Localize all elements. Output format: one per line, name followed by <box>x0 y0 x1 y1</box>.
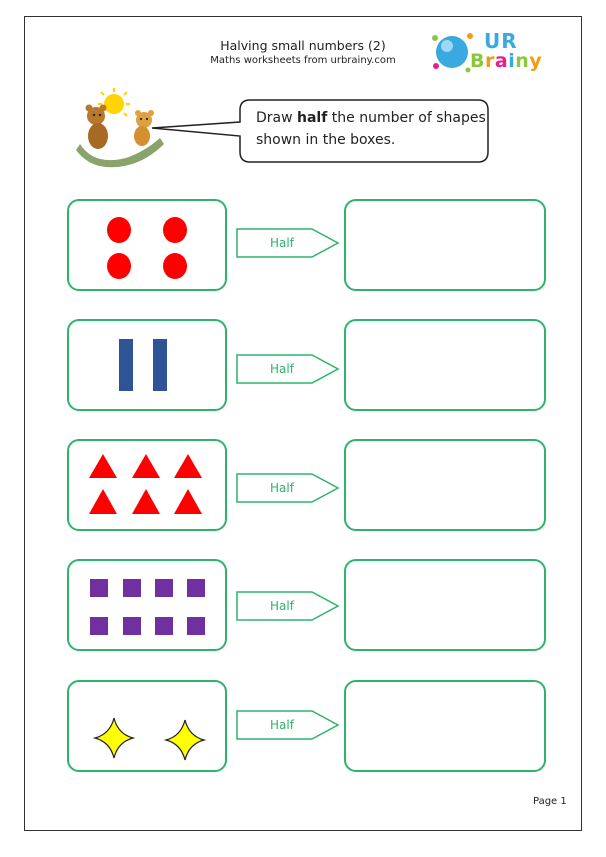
answer-box-5[interactable] <box>344 680 546 772</box>
triangle-shape <box>132 489 160 514</box>
square-shape <box>123 617 141 635</box>
instruction-bold: half <box>297 110 328 126</box>
logo-letter: n <box>515 50 530 72</box>
square-shape <box>155 617 173 635</box>
instruction-text <box>256 107 486 151</box>
shapes-box-1 <box>67 199 227 291</box>
triangle-shape <box>89 489 117 514</box>
square-shape <box>187 579 205 597</box>
square-shape <box>155 579 173 597</box>
circle-shape <box>163 253 187 279</box>
logo-brainy-text <box>470 50 542 72</box>
logo-letter: a <box>494 50 509 72</box>
arrow-label: Half <box>270 481 294 495</box>
arrow-label: Half <box>270 362 294 376</box>
triangle-shape <box>89 454 117 478</box>
answer-box-4[interactable] <box>344 559 546 651</box>
shapes-group <box>69 201 229 293</box>
logo-letter: B <box>470 50 485 72</box>
page-number: Page 1 <box>533 796 567 807</box>
worksheet-title: Halving small numbers (2) <box>220 38 386 53</box>
shapes-box-2 <box>67 319 227 411</box>
triangle-shape <box>132 454 160 478</box>
circle-shape <box>107 253 131 279</box>
bear-icon <box>86 105 109 150</box>
square-shape <box>90 579 108 597</box>
star-shape <box>166 720 204 760</box>
square-shape <box>123 579 141 597</box>
instruction-before: Draw <box>256 110 298 126</box>
shapes-group <box>69 321 229 413</box>
logo-letter: y <box>529 50 543 72</box>
square-shape <box>187 617 205 635</box>
logo-letter: i <box>508 50 516 72</box>
answer-box-2[interactable] <box>344 319 546 411</box>
bar-shape <box>153 339 167 391</box>
bar-shape <box>119 339 133 391</box>
worksheet-subtitle: Maths worksheets from urbrainy.com <box>210 55 396 66</box>
shapes-box-5 <box>67 680 227 772</box>
instruction-after: the number of shapes shown in the boxes. <box>256 110 486 148</box>
circle-shape <box>163 217 187 243</box>
logo-letter: r <box>484 50 495 72</box>
arrow-label: Half <box>270 599 294 613</box>
arrow-label: Half <box>270 236 294 250</box>
triangle-shape <box>174 489 202 514</box>
shapes-box-4 <box>67 559 227 651</box>
shapes-box-3 <box>67 439 227 531</box>
answer-box-3[interactable] <box>344 439 546 531</box>
star-shape <box>95 718 133 758</box>
shapes-group <box>69 682 229 774</box>
circle-shape <box>107 217 131 243</box>
answer-box-1[interactable] <box>344 199 546 291</box>
shapes-group <box>69 561 229 653</box>
urbrainy-logo <box>430 28 546 76</box>
shapes-group <box>69 441 229 533</box>
square-shape <box>90 617 108 635</box>
arrow-label: Half <box>270 718 294 732</box>
logo-ur-text: UR <box>484 29 518 53</box>
triangle-shape <box>174 454 202 478</box>
